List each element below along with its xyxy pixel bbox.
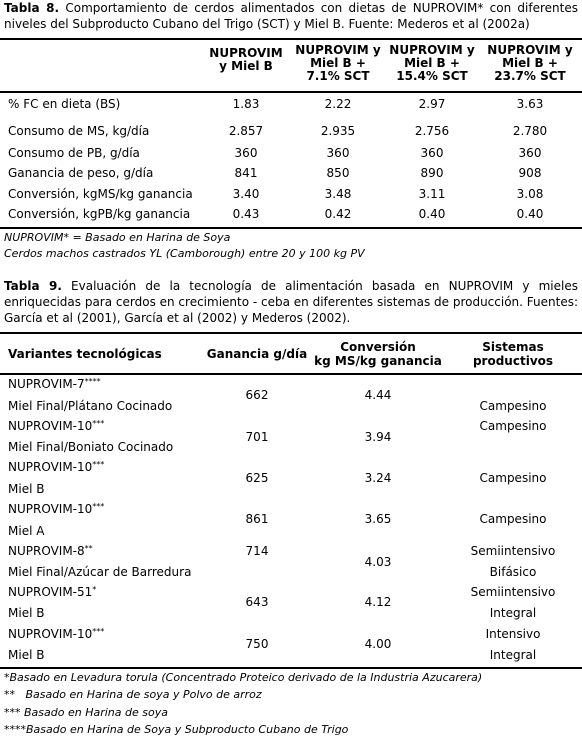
table8-cell: 2.756	[414, 124, 450, 138]
table8-row-label: Consumo de MS, kg/día	[8, 124, 150, 138]
table9-conversion: 3.24	[364, 471, 392, 485]
table9-header-sistemas: Sistemas productivos	[472, 340, 554, 368]
table8-cell: 2.935	[320, 124, 356, 138]
table9-conversion: 3.94	[364, 430, 392, 444]
table8-note: Cerdos machos castrados YL (Camborough) entre 20 y 100 kg PV	[4, 247, 365, 260]
table8-cell: 0.42	[324, 207, 352, 221]
table9-top-rule	[0, 332, 582, 334]
table9-conversion: 4.03	[364, 555, 392, 569]
table9-variant-line1: NUPROVIM-8**	[8, 544, 93, 558]
table9-bottom-rule	[0, 667, 582, 669]
table9-variant-line2: Miel Final/Plátano Cocinado	[8, 399, 173, 413]
table9-variant-line1: NUPROVIM-10***	[8, 627, 105, 641]
table9-sistema-line1: Semiintensivo	[470, 544, 556, 558]
table8-col-header-2: NUPROVIM y Miel B + 15.4% SCT	[389, 43, 475, 83]
table9-sistema-line2: Campesino	[479, 471, 547, 485]
table9-variant-line1: NUPROVIM-10***	[8, 419, 105, 433]
table9-note: *Basado en Levadura torula (Concentrado Proteico derivado de la Industria Azucarera)	[4, 671, 483, 684]
table8-cell: 0.40	[418, 207, 446, 221]
table8-cell: 360	[326, 146, 350, 160]
table8-cell: 850	[326, 166, 350, 180]
table8-cell: 1.83	[232, 97, 260, 111]
table9-note: *** Basado en Harina de soya	[4, 706, 168, 719]
table8-row-label: Ganancia de peso, g/día	[8, 166, 154, 180]
table8-cell: 841	[234, 166, 258, 180]
table9-variant-line2: Miel B	[8, 648, 45, 662]
table9-variant-line2: Miel A	[8, 524, 45, 538]
table8-col-header-0: NUPROVIM y Miel B	[209, 46, 283, 73]
table9-variant-line1: NUPROVIM-51*	[8, 585, 97, 599]
table9-variant-line1: NUPROVIM-10***	[8, 502, 105, 516]
table9-conversion: 4.12	[364, 595, 392, 609]
table9-caption	[4, 278, 578, 326]
table8-cell: 0.43	[232, 207, 260, 221]
table9-sistema-line2: Integral	[489, 606, 537, 620]
table9-variant-line1: NUPROVIM-10***	[8, 460, 105, 474]
table9-conversion: 4.44	[364, 388, 392, 402]
table8-cell: 908	[518, 166, 542, 180]
table9-sistema-line2: Campesino	[479, 512, 547, 526]
table9-variant-line2: Miel Final/Azúcar de Barredura	[8, 565, 192, 579]
table9-note: ****Basado en Harina de Soya y Subproducto Cubano de Trigo	[4, 723, 349, 736]
table8-cell: 0.40	[516, 207, 544, 221]
table9-caption-text: Evaluación de la tecnología de alimentación basada en NUPROVIM y mieles enriquecidas para cerdos en crecimiento - ceba en diferentes sistemas de producción. Fuentes: García et al (2001), García et al (2002) y Mederos (2002).	[4, 279, 579, 325]
table9-header-variantes: Variantes tecnológicas	[8, 347, 162, 361]
table9-sistema-line2: Integral	[489, 648, 537, 662]
table8-cell: 360	[420, 146, 444, 160]
table8-row-label: Conversión, kgPB/kg ganancia	[8, 207, 191, 221]
table8-bottom-rule	[0, 227, 582, 229]
table8-cell: 2.857	[228, 124, 264, 138]
table9-header-rule	[0, 373, 582, 375]
table9-conversion: 4.00	[364, 637, 392, 651]
table9-note: ** Basado en Harina de soya y Polvo de arroz	[4, 688, 262, 701]
table9-ganancia: 701	[245, 430, 269, 444]
table9-ganancia: 861	[245, 512, 269, 526]
table8-caption-text: Comportamiento de cerdos alimentados con dietas de NUPROVIM* con diferentes niveles del Subproducto Cubano del Trigo (SCT) y Miel B. Fuente: Mederos et al (2002a)	[4, 1, 578, 31]
table9-conversion: 3.65	[364, 512, 392, 526]
table8-cell: 3.63	[516, 97, 544, 111]
table9-header-ganancia: Ganancia g/día	[206, 347, 308, 361]
table8-row-label: Conversión, kgMS/kg ganancia	[8, 187, 193, 201]
table8-caption-label: Tabla 8.	[4, 1, 60, 15]
table9-sistema-line1: Campesino	[479, 419, 547, 433]
table9-sistema-line2: Campesino	[479, 399, 547, 413]
table8-col-header-3: NUPROVIM y Miel B + 23.7% SCT	[487, 43, 573, 83]
table8-cell: 3.11	[418, 187, 446, 201]
table8-cell: 360	[518, 146, 542, 160]
table8-header-rule	[0, 91, 582, 93]
table9-ganancia: 662	[245, 388, 269, 402]
table8-cell: 2.780	[512, 124, 548, 138]
table9-variant-line2: Miel Final/Boniato Cocinado	[8, 440, 174, 454]
table9-caption-label: Tabla 9.	[4, 279, 62, 293]
table8-cell: 3.48	[324, 187, 352, 201]
table8-col-header-1: NUPROVIM y Miel B + 7.1% SCT	[295, 43, 381, 83]
table8-cell: 3.08	[516, 187, 544, 201]
table9-ganancia: 750	[245, 637, 269, 651]
table9-ganancia: 714	[245, 544, 269, 558]
table8-row-label: Consumo de PB, g/día	[8, 146, 140, 160]
table9-ganancia: 625	[245, 471, 269, 485]
table8-cell: 3.40	[232, 187, 260, 201]
table8-top-rule	[0, 38, 582, 40]
table8-cell: 2.22	[324, 97, 352, 111]
table8-cell: 2.97	[418, 97, 446, 111]
table9-sistema-line2: Bifásico	[489, 565, 537, 579]
table9-ganancia: 643	[245, 595, 269, 609]
table9-sistema-line1: Semiintensivo	[470, 585, 556, 599]
table8-row-label: % FC en dieta (BS)	[8, 97, 121, 111]
table9-variant-line2: Miel B	[8, 482, 45, 496]
table8-cell: 890	[420, 166, 444, 180]
table9-sistema-line1: Intensivo	[485, 627, 541, 641]
table8-note: NUPROVIM* = Basado en Harina de Soya	[4, 231, 231, 244]
table8-caption	[4, 0, 578, 32]
table9-variant-line2: Miel B	[8, 606, 45, 620]
table8-cell: 360	[234, 146, 258, 160]
table9-variant-line1: NUPROVIM-7****	[8, 377, 101, 391]
table9-header-conversion: Conversión kg MS/kg ganancia	[314, 340, 442, 368]
